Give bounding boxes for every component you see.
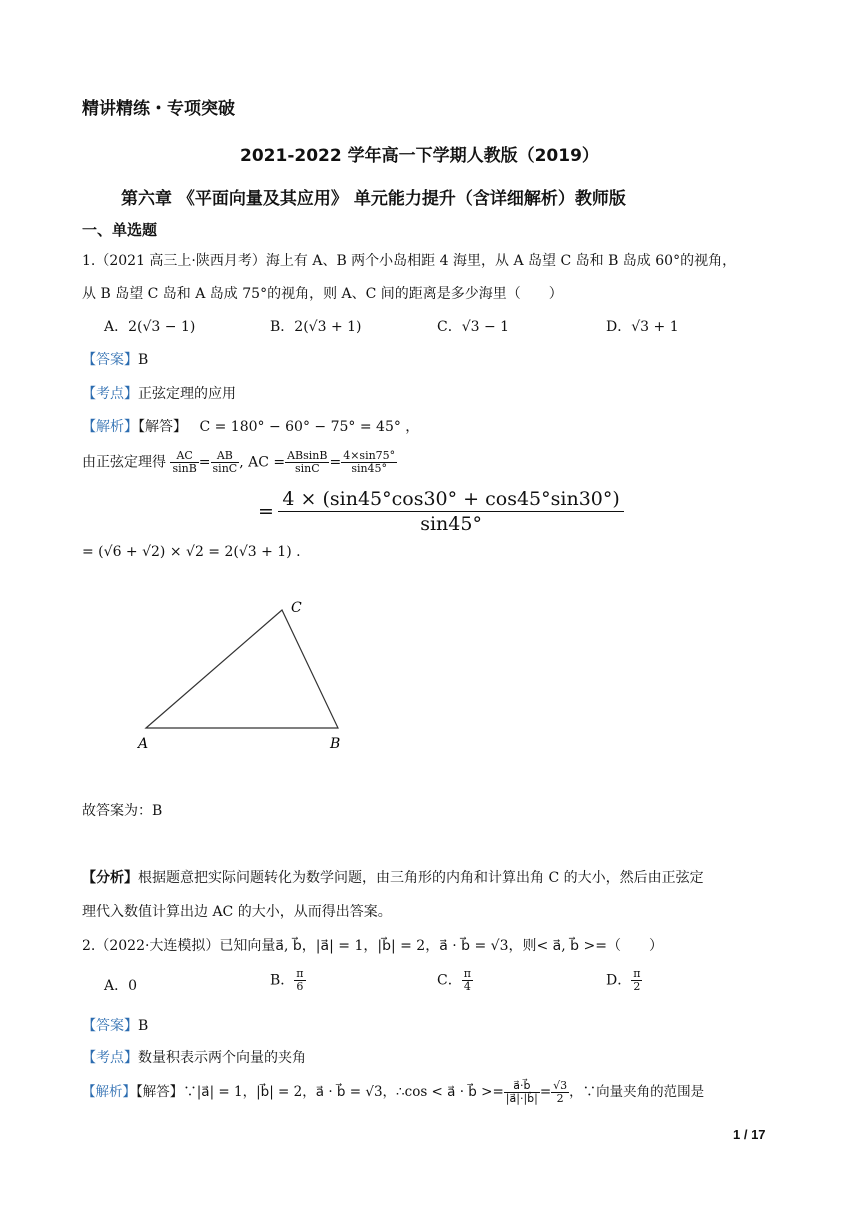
page-number: 1 / 17 bbox=[733, 1127, 766, 1142]
option-math: 2(√3 + 1) bbox=[294, 319, 362, 335]
option-label: D． bbox=[606, 319, 632, 335]
section-heading: 一、单选题 bbox=[82, 221, 158, 239]
fraction-pi-6: $\frac{\pi}{6}$ bbox=[296, 967, 304, 993]
q1-fenxi-line2: 理代入数值计算出边 AC 的大小，从而得出答案。 bbox=[82, 904, 392, 920]
series-title: 精讲精练・专项突破 bbox=[82, 99, 235, 119]
answer-tag: 【答案】 bbox=[82, 352, 138, 368]
analysis-text-tail: ，∵向量夹角的范围是 bbox=[569, 1084, 705, 1100]
q1-option-c bbox=[437, 316, 509, 336]
q2-knowledge-point bbox=[82, 1047, 306, 1067]
triangle-figure bbox=[136, 596, 356, 756]
q2-option-c bbox=[437, 968, 473, 993]
analysis-prefix: 【解答】 bbox=[138, 419, 187, 435]
option-label: A． bbox=[104, 319, 129, 335]
fraction-absinb-sinc: $\frac{ABsinB}{\sin C}$ bbox=[287, 449, 328, 475]
q1-expansion-line bbox=[258, 487, 624, 536]
option-value: 0 bbox=[128, 978, 138, 994]
q1-option-b bbox=[270, 316, 362, 336]
option-label: B． bbox=[270, 972, 295, 989]
fraction-dot-over-norms: $\frac{a⃗\cdot b⃗}{|a⃗|\cdot|b⃗|}$ bbox=[505, 1079, 538, 1105]
q1-result-line: = (√6 + √2) × √2 = 2(√3 + 1) . bbox=[82, 544, 301, 560]
vertex-label-c: C bbox=[291, 600, 302, 616]
analysis-text: 【解答】∵|a⃗| = 1，|b⃗| = 2，a⃗ · b⃗ = √3，∴cos < a⃗ · b⃗ >= bbox=[136, 1084, 504, 1100]
option-label: C． bbox=[437, 319, 462, 335]
fenxi-tag: 【分析】 bbox=[82, 870, 138, 886]
analysis-tag: 【解析】 bbox=[82, 419, 138, 435]
fraction-ac-sinb: $\frac{AC}{\sin B}$ bbox=[172, 449, 197, 475]
q1-analysis-line1 bbox=[82, 416, 419, 436]
q1-answer bbox=[82, 349, 148, 369]
doc-title-line1: 2021-2022 学年高一下学期人教版（2019） bbox=[240, 146, 599, 166]
answer-value: B bbox=[138, 352, 149, 368]
triangle-abc bbox=[146, 610, 338, 728]
point-tag: 【考点】 bbox=[82, 386, 138, 402]
option-label: D． bbox=[606, 972, 632, 989]
option-label: C． bbox=[437, 972, 462, 989]
q1-option-a bbox=[104, 316, 195, 336]
q1-stem-line2: 从 B 岛望 C 岛和 A 岛成 75°的视角，则 A、C 间的距离是多少海里（ ） bbox=[82, 286, 563, 302]
angle-equation: C = 180° − 60° − 75° = 45° ， bbox=[199, 419, 420, 435]
ac-equals: , AC = bbox=[239, 454, 286, 471]
equals: = bbox=[198, 454, 211, 471]
q2-option-b bbox=[270, 968, 306, 993]
analysis-tag: 【解析】 bbox=[82, 1084, 136, 1100]
q1-conclusion: 故答案为：B bbox=[82, 803, 163, 819]
option-math: √3 − 1 bbox=[461, 319, 510, 335]
point-value: 正弦定理的应用 bbox=[138, 386, 236, 402]
q1-sine-law-line bbox=[82, 450, 397, 475]
fraction-expansion: $\frac{4 \times (\sin 45^\circ\cos 30^\circ + \cos 45^\circ\sin 30^\circ)}{\sin 45^\circ}$ bbox=[278, 487, 623, 536]
equals: = bbox=[329, 454, 342, 471]
sine-law-prefix: 由正弦定理得 bbox=[82, 454, 166, 471]
q1-knowledge-point bbox=[82, 383, 236, 403]
q2-analysis-line bbox=[82, 1080, 704, 1105]
fraction-pi-2: $\frac{\pi}{2}$ bbox=[633, 967, 641, 993]
q2-option-d bbox=[606, 968, 642, 993]
q1-option-d bbox=[606, 316, 679, 336]
q1-stem-line1: 1.（2021 高三上·陕西月考）海上有 A、B 两个小岛相距 4 海里，从 A 岛望 C 岛和 B 岛成 60°的视角， bbox=[82, 253, 737, 269]
point-tag: 【考点】 bbox=[82, 1050, 138, 1066]
q2-stem: 2.（2022·大连模拟）已知向量a⃗, b⃗，|a⃗| = 1，|b⃗| = 2，a⃗ · b⃗ = √3，则< a⃗, b⃗ >=（ ） bbox=[82, 938, 663, 954]
option-label: B． bbox=[270, 319, 295, 335]
vertex-label-a: A bbox=[138, 736, 149, 752]
fraction-ab-sinc: $\frac{AB}{\sin C}$ bbox=[212, 449, 238, 475]
q2-answer bbox=[82, 1015, 148, 1035]
equals: = bbox=[539, 1084, 552, 1100]
q2-option-a bbox=[104, 975, 137, 995]
point-value: 数量积表示两个向量的夹角 bbox=[138, 1050, 306, 1066]
fraction-4sin75-sin45: $\frac{4\times\sin 75^\circ}{\sin 45^\circ}$ bbox=[343, 449, 396, 475]
equals: = bbox=[258, 500, 274, 523]
option-math: √3 + 1 bbox=[631, 319, 679, 335]
fraction-pi-4: $\frac{\pi}{4}$ bbox=[463, 967, 471, 993]
fraction-sqrt3-2: $\frac{√3}{2}$ bbox=[553, 1079, 568, 1105]
answer-tag: 【答案】 bbox=[82, 1018, 138, 1034]
vertex-label-b: B bbox=[330, 736, 341, 752]
q1-fenxi-line1 bbox=[82, 867, 704, 887]
doc-title-line2: 第六章 《平面向量及其应用》 单元能力提升（含详细解析）教师版 bbox=[121, 189, 626, 209]
option-math: 2(√3 − 1) bbox=[128, 319, 196, 335]
answer-value: B bbox=[138, 1018, 149, 1034]
option-label: A． bbox=[104, 978, 129, 994]
fenxi-text: 根据题意把实际问题转化为数学问题，由三角形的内角和计算出角 C 的大小，然后由正弦定 bbox=[138, 870, 704, 886]
